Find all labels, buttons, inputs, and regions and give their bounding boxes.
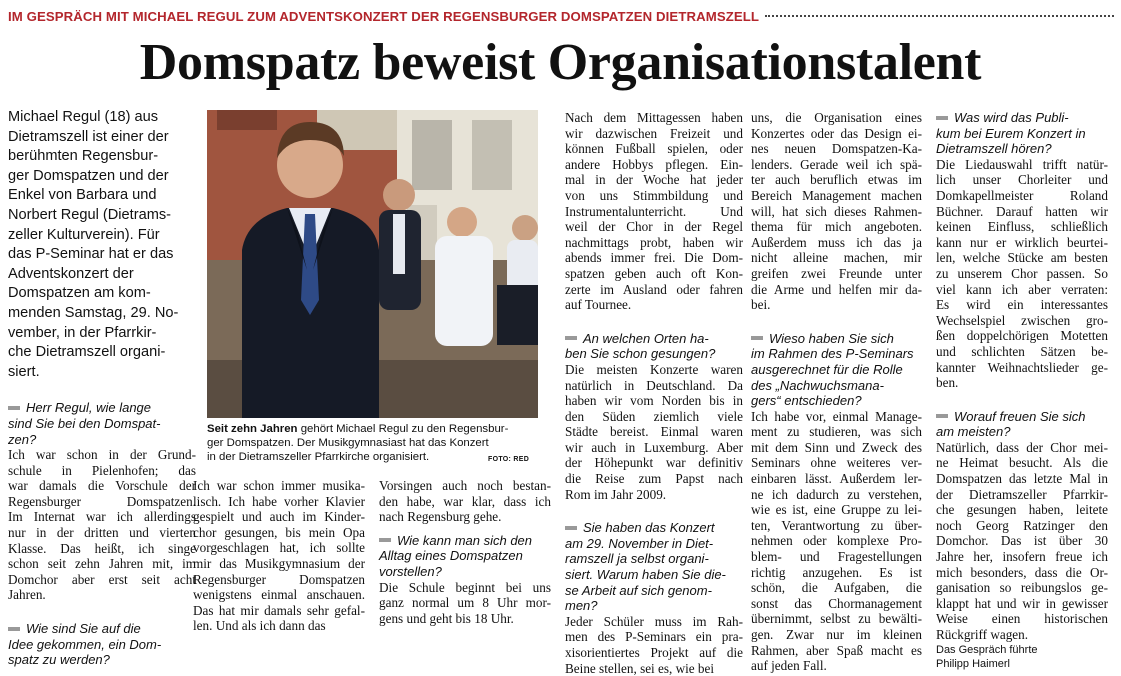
text-line: kannter Weihnachtslieder ge- bbox=[936, 359, 1108, 375]
text-line: Wie kann man sich den bbox=[379, 533, 551, 549]
text-line: uns, die Organisation eines bbox=[751, 110, 922, 125]
text-line: Weise einen historischen bbox=[936, 611, 1108, 627]
text-line: Enkel von Barbara und bbox=[8, 187, 157, 204]
text-line: sonst das Chormanagement bbox=[751, 595, 922, 611]
text-line: gespielt und auch im Kinder- bbox=[193, 509, 365, 525]
text-line: Dietramszell ist einer der bbox=[8, 128, 169, 145]
caption-line-1: gehört Michael Regul zu den Regensbur- bbox=[297, 423, 509, 435]
text-line: che Dietramszell organi- bbox=[8, 344, 166, 361]
text-line: nach Regensburg gehe. bbox=[379, 509, 502, 525]
text-line: ten, Verantwortung zu über- bbox=[751, 517, 922, 533]
text-line: Es wird ein interessantes bbox=[936, 297, 1108, 313]
question-marker bbox=[936, 414, 948, 418]
text-line: Michael Regul (18) aus bbox=[8, 109, 159, 125]
text-line: den Süden ziemlich viele bbox=[565, 408, 743, 424]
answer-idea-continued bbox=[379, 478, 551, 525]
text-line: Regensburger Domspatzen bbox=[193, 571, 365, 587]
text-line: Jahren. bbox=[8, 587, 46, 603]
lead-paragraph bbox=[8, 108, 196, 382]
text-line: Regensburger Domspatzen. bbox=[8, 493, 196, 509]
text-line: Idee gekommen, ein Dom- bbox=[8, 636, 162, 652]
text-line: blem- und Fragestellungen bbox=[751, 549, 922, 565]
text-line: Wieso haben Sie sich bbox=[751, 331, 922, 347]
text-line: Beine stellen, sei es, wie bei bbox=[565, 660, 715, 676]
text-line: schule in Pielenhofen; das bbox=[8, 462, 196, 478]
question-daily-life bbox=[379, 533, 551, 580]
text-line: vorgeschlagen hat, ich sollte bbox=[193, 540, 365, 556]
question-how-long bbox=[8, 400, 196, 447]
text-line: abends immer frei. Die Dom- bbox=[565, 250, 743, 266]
column-1 bbox=[8, 108, 196, 668]
text-line: ganz normal um 8 Uhr mor- bbox=[379, 595, 551, 611]
text-line: Rückgriff wagen. bbox=[936, 627, 1029, 642]
text-line: gen. Zwar nur im kleinen bbox=[751, 627, 922, 642]
text-line: lisch. Ich habe vorher Klavier bbox=[193, 493, 365, 509]
text-line: übernimmt, selbst zu bewälti- bbox=[751, 611, 922, 627]
text-line: len. Und als ich dann das bbox=[193, 618, 326, 634]
text-line: nachmittags probt, haben wir bbox=[565, 234, 743, 250]
text-line: von uns Stimmbildung und bbox=[565, 187, 743, 203]
text-line: wie es ist, eine Gruppe zu lei- bbox=[751, 502, 922, 518]
caption-bold: Seit zehn Jahren bbox=[207, 423, 298, 435]
text-line: sind Sie bei den Domspat- bbox=[8, 415, 161, 431]
text-line: einbaren lässt. Außerdem ler- bbox=[751, 471, 922, 487]
text-line: und schlichten Sätzen be- bbox=[936, 343, 1108, 359]
text-line: Herr Regul, wie lange bbox=[8, 400, 196, 416]
text-line: nicht alleine machen, mir bbox=[751, 250, 922, 266]
text-line: ramszell ja selbst organi- bbox=[565, 551, 709, 567]
interviewer-signature bbox=[936, 643, 1108, 671]
text-line: das P-Seminar hat er das bbox=[8, 246, 174, 263]
text-line: spatzen geben auch oft Kon- bbox=[565, 265, 743, 281]
text-line: Rom im Jahr 2009. bbox=[565, 486, 667, 502]
text-line: Natürlich, dass der Chor mei- bbox=[936, 439, 1108, 455]
text-line: zerte im Ausland oder fahren bbox=[565, 281, 743, 297]
text-line: Ich habe vor, einmal Manage- bbox=[751, 408, 922, 424]
text-line: Domchor aber erst seit acht bbox=[8, 571, 196, 587]
column-6 bbox=[936, 110, 1108, 671]
text-line: Was wird das Publi- bbox=[936, 110, 1108, 126]
text-line: Domspatzen am kom- bbox=[8, 285, 151, 302]
text-line: Alltag eines Domspatzen bbox=[379, 548, 523, 564]
answer-idea bbox=[193, 478, 365, 634]
text-line: Die meisten Konzerte waren bbox=[565, 361, 743, 377]
text-line: xisorientiertes Projekt auf die bbox=[565, 645, 743, 660]
text-line: berühmten Regensbur- bbox=[8, 148, 159, 165]
text-line: wir dazwischen Freizeit und bbox=[565, 125, 743, 141]
text-line: lich unser Chorleiter und bbox=[936, 172, 1108, 188]
text-line: viel kann ich aber verraten: bbox=[936, 281, 1108, 297]
answer-manager-role bbox=[751, 409, 922, 674]
text-line: Philipp Haimerl bbox=[936, 657, 1010, 670]
answer-places bbox=[565, 362, 743, 502]
text-line: natürlich in Deutschland. Da bbox=[565, 377, 743, 393]
text-line: Städte bereist. Einmal waren bbox=[565, 424, 743, 440]
question-marker bbox=[565, 526, 577, 530]
text-line: men? bbox=[565, 598, 598, 614]
text-line: Seminars ohne weiteres ver- bbox=[751, 455, 922, 471]
text-line: schon seit zehn Jahren mit, im bbox=[8, 556, 196, 572]
text-line: der Höhepunkt war definitiv bbox=[565, 455, 743, 471]
text-line: keinen Einfluss, schließlich bbox=[936, 219, 1108, 235]
text-line: Das Gespräch führte bbox=[936, 643, 1038, 656]
text-line: nur in der dritten und vierten bbox=[8, 525, 196, 541]
text-line: mal in der Woche hat jeder bbox=[565, 172, 743, 188]
text-line: menden Samstag, 29. No- bbox=[8, 304, 179, 321]
question-marker bbox=[936, 116, 948, 120]
text-line: Vorsingen auch noch bestan- bbox=[379, 478, 551, 493]
text-line: Ich war schon in der Grund- bbox=[8, 447, 196, 463]
text-line: che gesungen haben, leitete bbox=[936, 502, 1108, 518]
column-4 bbox=[565, 110, 743, 676]
text-line: schön, die Aufgaben, die bbox=[751, 580, 922, 596]
question-program bbox=[936, 110, 1108, 157]
question-places bbox=[565, 331, 743, 362]
text-line: se Arbeit auf sich genom- bbox=[565, 582, 712, 598]
text-line: ger Domspatzen und der bbox=[8, 167, 169, 184]
text-line: weil der Chor in der Regel bbox=[565, 219, 743, 235]
answer-concert-continued bbox=[751, 110, 922, 313]
text-line: wir auch in Luxemburg. Aber bbox=[565, 439, 743, 455]
column-3 bbox=[379, 478, 551, 626]
question-marker bbox=[565, 336, 577, 340]
text-line: richtig anzugehen. Es ist bbox=[751, 564, 922, 580]
text-line: ment zu studieren, was sich bbox=[751, 424, 922, 440]
text-line: Wie sind Sie auf die bbox=[8, 621, 196, 637]
text-line: zu unserem Chor passen. So bbox=[936, 265, 1108, 281]
question-idea bbox=[8, 621, 196, 668]
text-line: siert. Warum haben Sie die- bbox=[565, 567, 726, 583]
text-line: des „Nachwuchsmana- bbox=[751, 377, 884, 393]
text-line: Norbert Regul (Dietrams- bbox=[8, 206, 172, 223]
caption-line-2: ger Domspatzen. Der Musikgymnasiast hat das Konzert bbox=[207, 437, 489, 449]
text-line: kann nur er wirklich beurtei- bbox=[936, 234, 1108, 250]
text-line: zeller Kulturverein). Für bbox=[8, 226, 160, 243]
text-line: len, welche Stücke am besten bbox=[936, 250, 1108, 266]
text-line: vember, in der Pfarrkir- bbox=[8, 324, 157, 341]
answer-daily-life-continued bbox=[565, 110, 743, 313]
text-line: Adventskonzert der bbox=[8, 265, 134, 282]
text-line: nehmen oder komplexe Pro- bbox=[751, 533, 922, 549]
text-line: lenders. Gerade weil ich spä- bbox=[751, 156, 922, 172]
text-line: haben wir vom Norden bis in bbox=[565, 393, 743, 409]
answer-concert bbox=[565, 614, 743, 676]
text-line: mir das Musikgymnasium der bbox=[193, 555, 365, 571]
answer-how-long bbox=[8, 447, 196, 603]
text-line: bei. bbox=[751, 297, 771, 313]
text-line: siert. bbox=[8, 363, 40, 380]
question-looking-forward bbox=[936, 409, 1108, 440]
text-line: Büchner. Darauf hatten wir bbox=[936, 203, 1108, 219]
text-line: ben. bbox=[936, 375, 959, 391]
text-line: Klasse. Das heißt, ich singe bbox=[8, 540, 196, 556]
text-line: An welchen Orten ha- bbox=[565, 331, 743, 347]
text-line: gens und geht bis 18 Uhr. bbox=[379, 610, 514, 626]
text-line: greifen zwei Freunde unter bbox=[751, 265, 922, 281]
text-line: den habe, war klar, dass ich bbox=[379, 493, 551, 509]
text-line: können Fußball spielen, oder bbox=[565, 141, 743, 157]
photo-illustration bbox=[207, 110, 538, 418]
text-line: ganisation so reibungslos ge- bbox=[936, 580, 1108, 596]
text-line: Bereich Management machen bbox=[751, 187, 922, 203]
answer-looking-forward bbox=[936, 440, 1108, 643]
text-line: Die Schule beginnt bei uns bbox=[379, 579, 551, 595]
text-line: Jahre her, insofern freue ich bbox=[936, 549, 1108, 565]
text-line: gers“ entschieden? bbox=[751, 393, 862, 409]
text-line: ne ich dadurch zu verstehen, bbox=[751, 486, 922, 502]
text-line: vorstellen? bbox=[379, 563, 442, 579]
text-line: die Reise zum Papst nach bbox=[565, 471, 743, 487]
text-line: der Dietramszeller Pfarrkir- bbox=[936, 486, 1108, 502]
column-5 bbox=[751, 110, 922, 674]
text-line: mit dem Sinn und Zweck des bbox=[751, 439, 922, 455]
text-line: ne Heimat besucht. Als die bbox=[936, 455, 1108, 471]
text-line: am 29. November in Diet- bbox=[565, 535, 714, 551]
text-line: Wechselspiel zwischen gro- bbox=[936, 312, 1108, 328]
text-line: auf jeden Fall. bbox=[751, 658, 827, 674]
text-line: die Arme und helfen mir da- bbox=[751, 281, 922, 297]
text-line: ter auch beruflich etwas im bbox=[751, 172, 922, 188]
text-line: mich besonders, dass die Or- bbox=[936, 564, 1108, 580]
text-line: Sie haben das Konzert bbox=[565, 520, 743, 536]
text-line: chor gesungen, bis mein Opa bbox=[193, 524, 365, 540]
text-line: im Rahmen des P-Seminars bbox=[751, 346, 914, 362]
text-line: klappt hat und wir in gewisser bbox=[936, 595, 1108, 611]
answer-daily-life bbox=[379, 580, 551, 627]
text-line: Worauf freuen Sie sich bbox=[936, 409, 1108, 425]
text-line: ßen doppelchörigen Motetten bbox=[936, 328, 1108, 344]
text-line: will, hat sich dieses Rahmen- bbox=[751, 203, 922, 219]
caption-line-3: in der Dietramszeller Pfarrkirche organisiert. bbox=[207, 451, 430, 463]
text-line: men des P-Seminars ein pra- bbox=[565, 629, 743, 645]
question-marker bbox=[751, 336, 763, 340]
answer-program bbox=[936, 157, 1108, 391]
text-line: spatz zu werden? bbox=[8, 652, 110, 668]
text-line: zen? bbox=[8, 431, 37, 447]
text-line: wenigstens einmal anschauen. bbox=[193, 587, 365, 603]
question-manager-role bbox=[751, 331, 922, 409]
question-marker bbox=[379, 538, 391, 542]
text-line: Im Internat war ich allerdings bbox=[8, 509, 196, 525]
text-line: ben Sie schon gesungen? bbox=[565, 346, 716, 362]
text-line: Die Liedauswahl trifft natür- bbox=[936, 156, 1108, 172]
text-line: war damals die Vorschule der bbox=[8, 478, 196, 494]
column-2 bbox=[193, 478, 365, 634]
text-line: nes neuen Domspatzen-Ka- bbox=[751, 141, 922, 157]
text-line: Ich war schon immer musika- bbox=[193, 478, 365, 493]
text-line: Instrumentalunterricht. Und bbox=[565, 203, 743, 219]
text-line: Das hat mir damals sehr gefal- bbox=[193, 602, 365, 618]
question-marker bbox=[8, 627, 20, 631]
question-concert bbox=[565, 520, 743, 614]
article-photo bbox=[207, 110, 538, 418]
kicker bbox=[8, 6, 1114, 26]
text-line: Rahmen, aber Spaß macht es bbox=[751, 642, 922, 658]
photo-credit: FOTO: RED bbox=[488, 456, 530, 463]
text-line: Dietramszell hören? bbox=[936, 141, 1052, 157]
text-line: Jeder Schüler muss im Rah- bbox=[565, 613, 743, 629]
text-line: auf Tournee. bbox=[565, 297, 632, 313]
kicker-dotted-rule bbox=[765, 15, 1114, 17]
text-line: Außerdem muss ich das ja bbox=[751, 234, 922, 250]
headline: Domspatz beweist Organisationstalent bbox=[139, 34, 982, 91]
text-line: Konzertes oder das Design ei- bbox=[751, 125, 922, 141]
text-line: thema für mich angeboten. bbox=[751, 219, 922, 235]
question-marker bbox=[8, 406, 20, 410]
kicker-text: IM GESPRÄCH MIT MICHAEL REGUL ZUM ADVENTSKONZERT DER REGENSBURGER DOMSPATZEN DIETRAMSZELL bbox=[8, 8, 760, 24]
text-line: Nach dem Mittagessen haben bbox=[565, 110, 743, 125]
text-line: Domspatzen das letzte Mal in bbox=[936, 471, 1108, 487]
text-line: Domkapellmeister Roland bbox=[936, 187, 1108, 203]
text-line: noch Georg Ratzinger den bbox=[936, 517, 1108, 533]
text-line: andere Hobbys pflegen. Ein- bbox=[565, 156, 743, 172]
text-line: am meisten? bbox=[936, 424, 1011, 440]
text-line: kum bei Eurem Konzert in bbox=[936, 125, 1086, 141]
text-line: Domchor. Das ist über 30 bbox=[936, 533, 1108, 549]
text-line: ausgerechnet für die Rolle bbox=[751, 361, 903, 377]
